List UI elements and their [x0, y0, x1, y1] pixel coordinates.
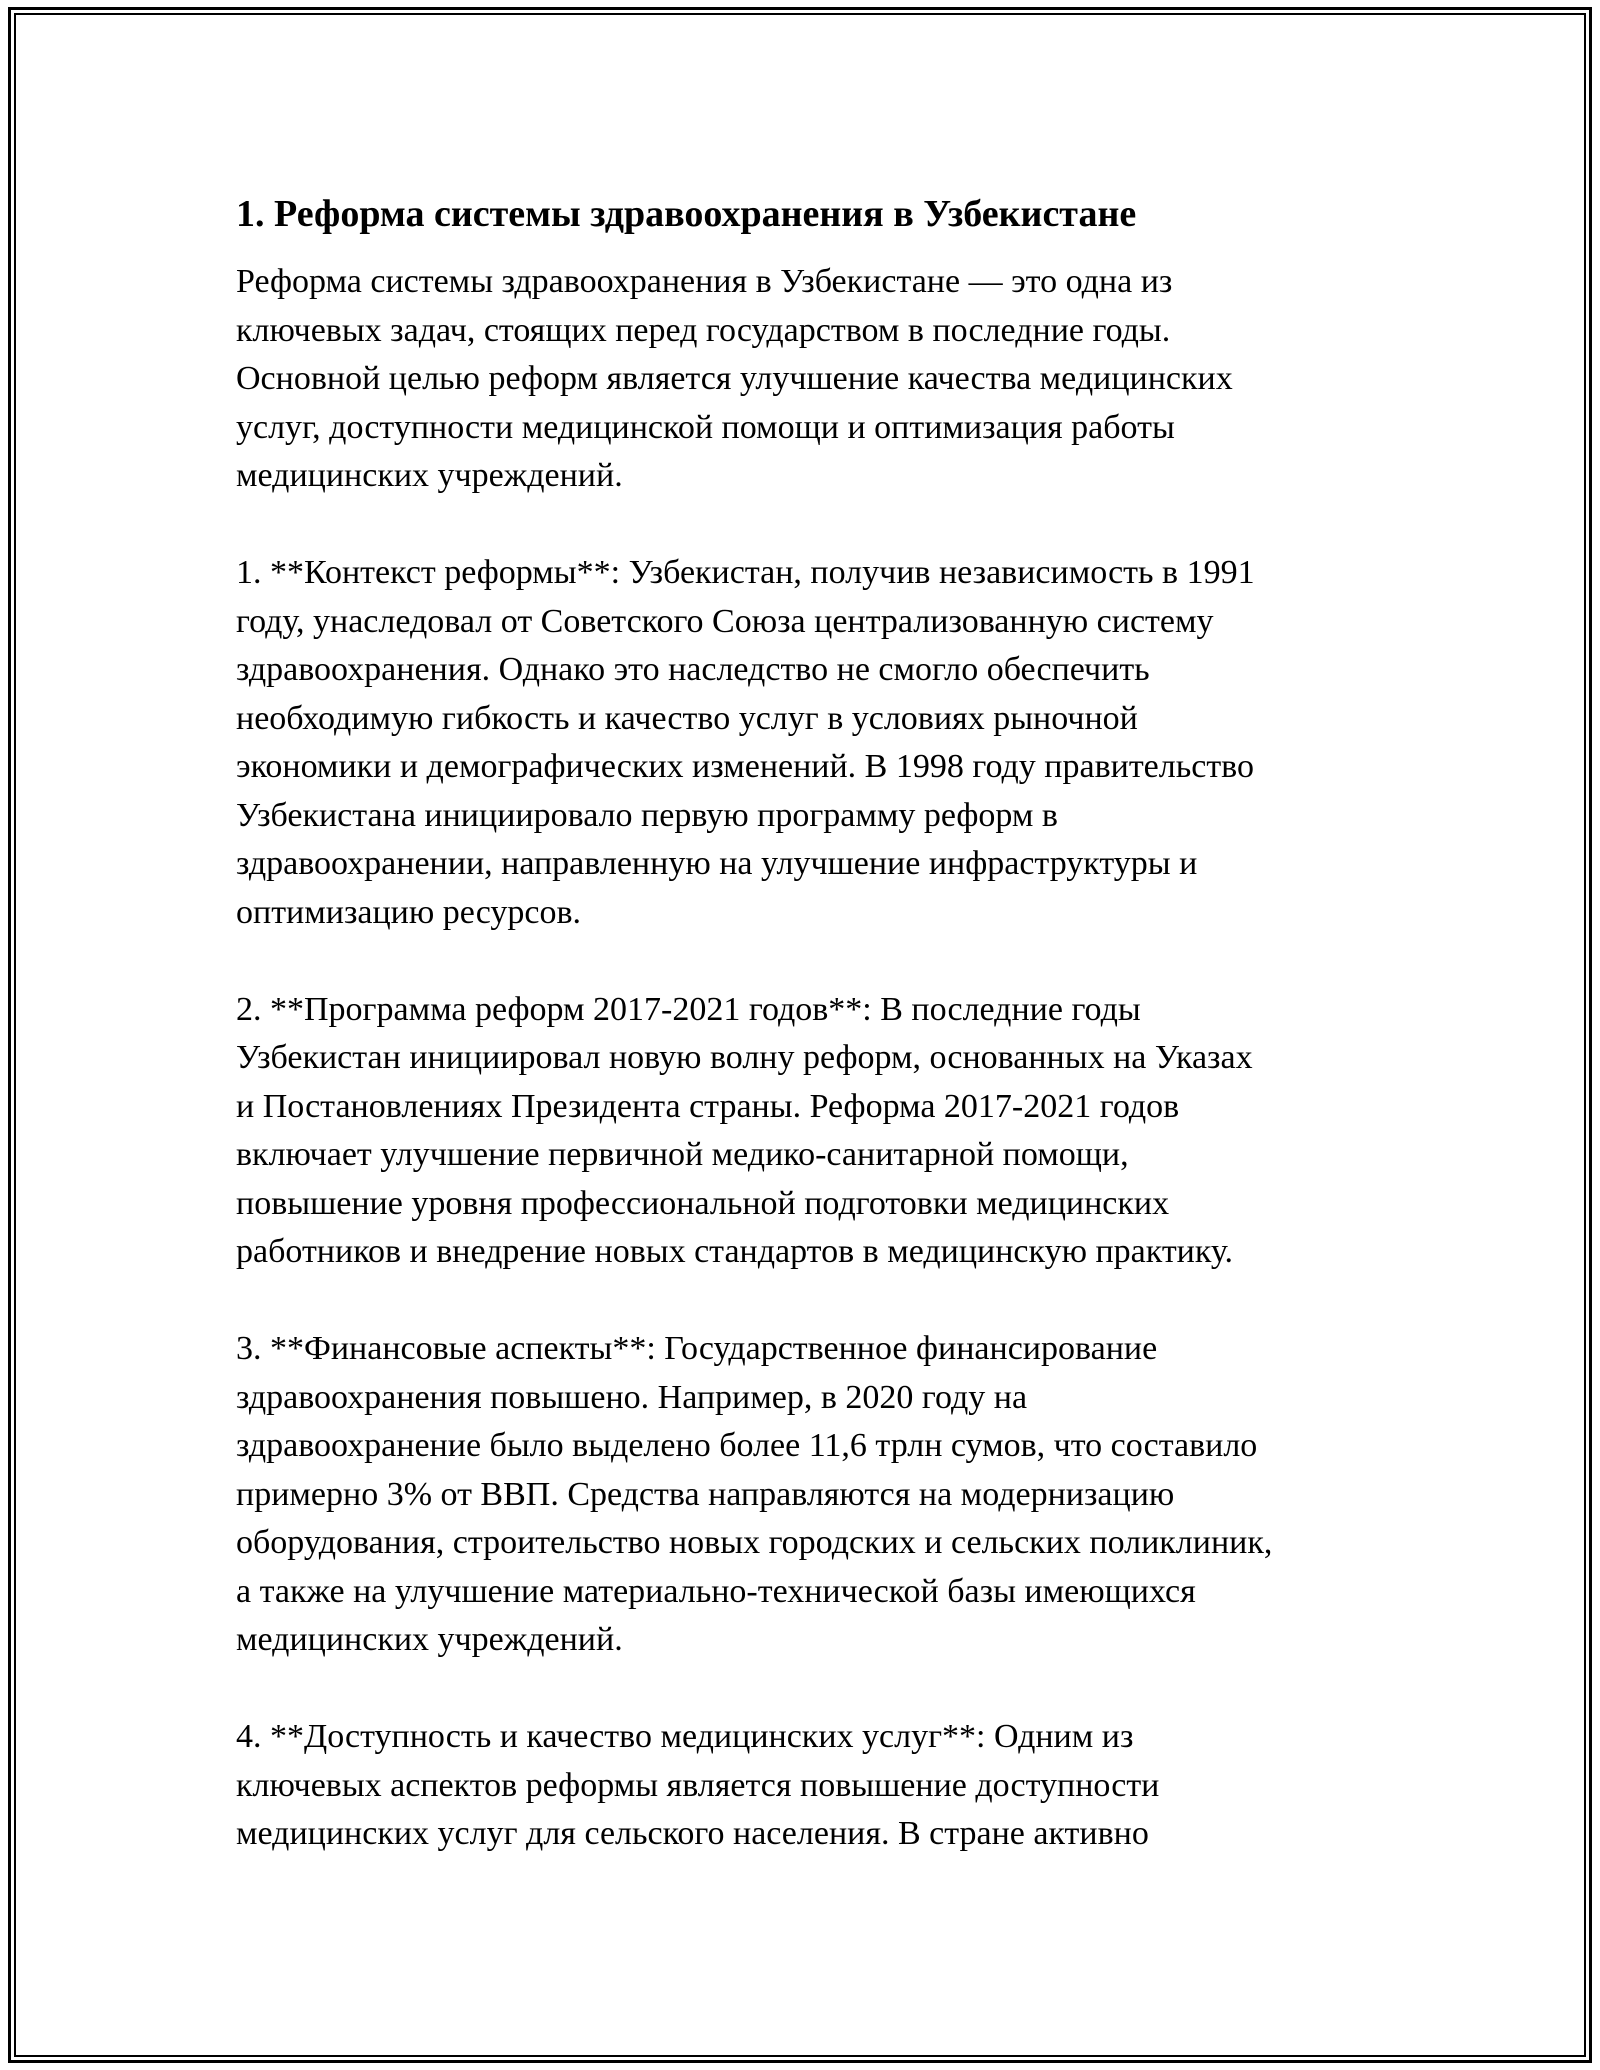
paragraph-item-3 — [236, 1325, 1366, 1665]
text-line: экономики и демографических изменений. В 1998 году правительство — [236, 748, 1255, 785]
section-heading: 1. Реформа системы здравоохранения в Узбекистане — [236, 193, 1137, 235]
text-line: здравоохранения. Однако это наследство не смогло обеспечить — [236, 651, 1150, 688]
text-line: здравоохранение было выделено более 11,6 трлн сумов, что составило — [236, 1427, 1258, 1464]
text-line: необходимую гибкость и качество услуг в условиях рыночной — [236, 699, 1138, 737]
text-line: 3. **Финансовые аспекты**: Государственное финансирование — [236, 1330, 1158, 1367]
text-line: Узбекистан инициировал новую волну реформ, основанных на Указах — [236, 1039, 1253, 1076]
text-line: здравоохранении, направленную на улучшение инфраструктуры и — [236, 845, 1198, 882]
text-line: Узбекистана инициировало первую программу реформ в — [236, 796, 1058, 834]
paragraph-item-4 — [236, 1713, 1366, 1859]
text-line: работников и внедрение новых стандартов в медицинскую практику. — [236, 1233, 1234, 1270]
text-line: медицинских учреждений. — [236, 457, 623, 494]
text-line: оптимизацию ресурсов. — [236, 893, 581, 931]
text-line: ключевых задач, стоящих перед государством в последние годы. — [236, 311, 1171, 349]
text-line: здравоохранения повышено. Например, в 2020 году на — [236, 1378, 1028, 1416]
text-line: медицинских услуг для сельского населения. В стране активно — [236, 1815, 1149, 1852]
text-line: 4. **Доступность и качество медицинских услуг**: Одним из — [236, 1718, 1134, 1755]
text-line: 1. **Контекст реформы**: Узбекистан, получив независимость в 1991 — [236, 554, 1255, 591]
paragraph-item-1 — [236, 549, 1366, 937]
text-line: включает улучшение первичной медико-санитарной помощи, — [236, 1136, 1129, 1173]
paragraph-intro — [236, 258, 1366, 501]
text-line: оборудования, строительство новых городских и сельских поликлиник, — [236, 1524, 1273, 1561]
text-line: ключевых аспектов реформы является повышение доступности — [236, 1766, 1160, 1804]
text-line: году, унаследовал от Советского Союза централизованную систему — [236, 602, 1214, 640]
text-line: и Постановлениях Президента страны. Реформа 2017-2021 годов — [236, 1087, 1180, 1125]
text-line: медицинских учреждений. — [236, 1621, 623, 1658]
paragraph-item-2 — [236, 986, 1366, 1277]
text-line: примерно 3% от ВВП. Средства направляются на модернизацию — [236, 1475, 1175, 1513]
text-line: услуг, доступности медицинской помощи и оптимизация работы — [236, 408, 1175, 446]
text-line: 2. **Программа реформ 2017-2021 годов**: В последние годы — [236, 990, 1141, 1028]
text-line: Реформа системы здравоохранения в Узбекистане — это одна из — [236, 263, 1173, 300]
text-line: Основной целью реформ является улучшение качества медицинских — [236, 360, 1233, 397]
document-body — [236, 186, 1366, 1859]
text-line: а также на улучшение материально-технической базы имеющихся — [236, 1572, 1196, 1610]
text-line: повышение уровня профессиональной подготовки медицинских — [236, 1184, 1170, 1222]
